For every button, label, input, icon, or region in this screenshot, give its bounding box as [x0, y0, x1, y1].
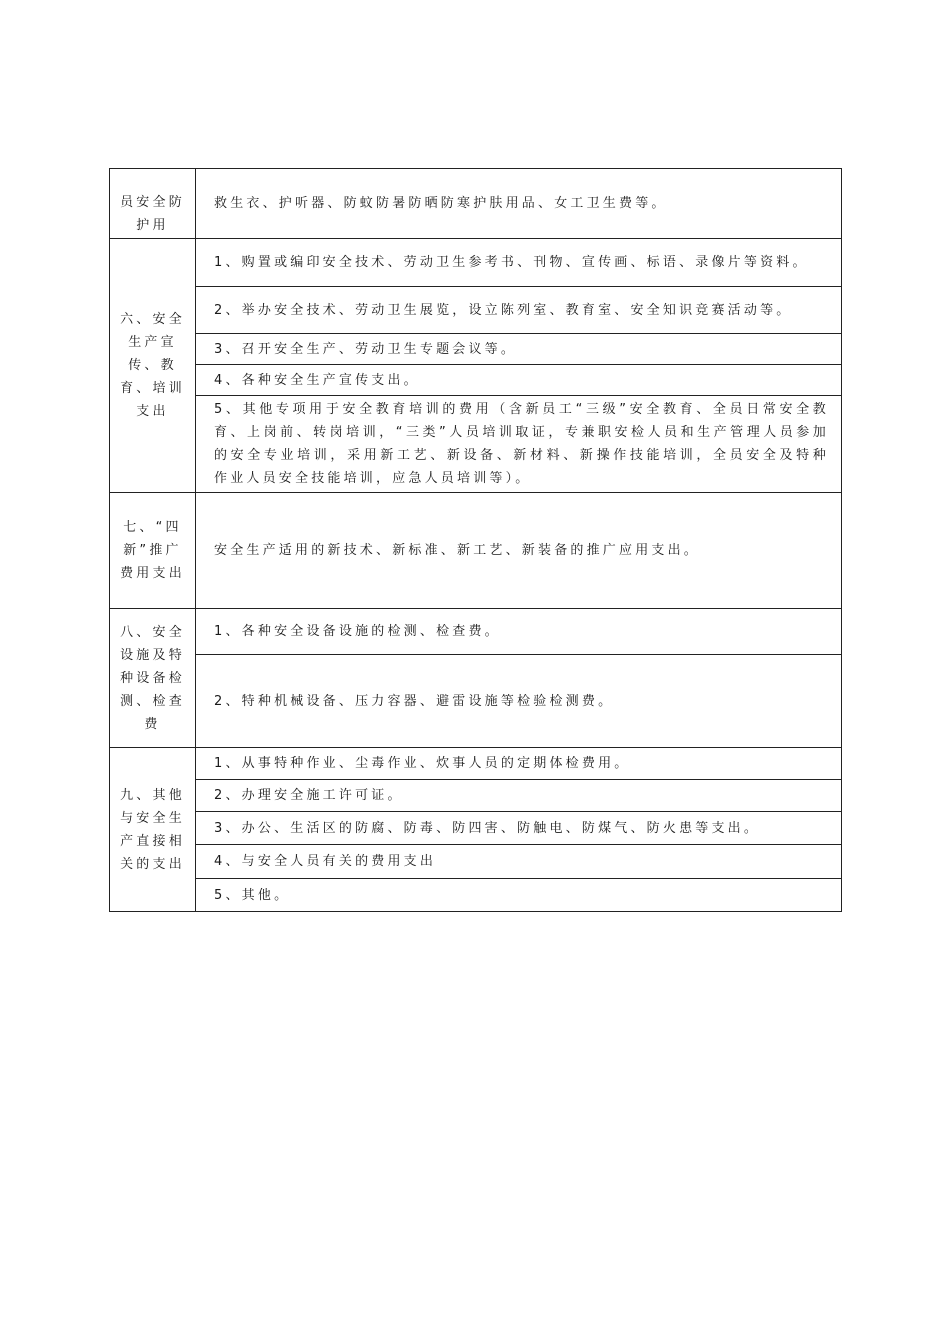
table-row: [110, 287, 842, 334]
table-row: [110, 780, 842, 812]
table-row: [110, 748, 842, 780]
table-row: [110, 493, 842, 609]
category-cell: [110, 239, 196, 493]
table-row: [110, 239, 842, 287]
table-row: [110, 609, 842, 655]
table-row: [110, 879, 842, 912]
category-label: 七、“四新”推广费用支出: [120, 520, 185, 581]
category-cell: [110, 748, 196, 912]
item-cell: 1、各种安全设备设施的检测、检查费。: [196, 609, 842, 655]
item-cell: 2、特种机械设备、压力容器、避雷设施等检验检测费。: [196, 655, 842, 748]
item-cell: 2、举办安全技术、劳动卫生展览，设立陈列室、教育室、安全知识竞赛活动等。: [196, 287, 842, 334]
item-cell: 4、各种安全生产宣传支出。: [196, 365, 842, 396]
item-cell: 3、召开安全生产、劳动卫生专题会议等。: [196, 334, 842, 365]
category-label: 员安全防护用: [120, 194, 185, 233]
item-cell: 1、购置或编印安全技术、劳动卫生参考书、刊物、宣传画、标语、录像片等资料。: [196, 239, 842, 287]
category-cell: [110, 609, 196, 748]
item-cell: 救生衣、护听器、防蚊防暑防晒防寒护肤用品、女工卫生费等。: [196, 169, 842, 239]
expense-table: [109, 168, 842, 912]
table-row: [110, 812, 842, 845]
table-row: [110, 334, 842, 365]
category-label: 六、安全生产宣传、教育、培训支出: [120, 312, 185, 419]
category-label: 九、其他与安全生产直接相关的支出: [120, 787, 185, 872]
item-cell: 5、其他专项用于安全教育培训的费用（含新员工“三级”安全教育、全员日常安全教育、上岗前、转岗培训，“三类”人员培训取证，专兼职安检人员和生产管理人员参加的安全专业培训，采用新工艺、新设备、新材料、新操作技能培训，全员安全及特种作业人员安全技能培训，应急人员培训等）。: [196, 396, 842, 493]
table-row: [110, 169, 842, 239]
item-cell: 安全生产适用的新技术、新标准、新工艺、新装备的推广应用支出。: [196, 493, 842, 609]
table-row: [110, 655, 842, 748]
category-cell: [110, 493, 196, 609]
item-cell: 3、办公、生活区的防腐、防毒、防四害、防触电、防煤气、防火患等支出。: [196, 812, 842, 845]
table-row: [110, 845, 842, 879]
table-row: [110, 365, 842, 396]
category-label: 八、安全设施及特种设备检测、检查费: [120, 624, 185, 732]
table-row: [110, 396, 842, 493]
item-cell: 5、其他。: [196, 879, 842, 912]
item-cell: 4、与安全人员有关的费用支出: [196, 845, 842, 879]
category-cell: [110, 169, 196, 239]
item-cell: 2、办理安全施工许可证。: [196, 780, 842, 812]
item-cell: 1、从事特种作业、尘毒作业、炊事人员的定期体检费用。: [196, 748, 842, 780]
